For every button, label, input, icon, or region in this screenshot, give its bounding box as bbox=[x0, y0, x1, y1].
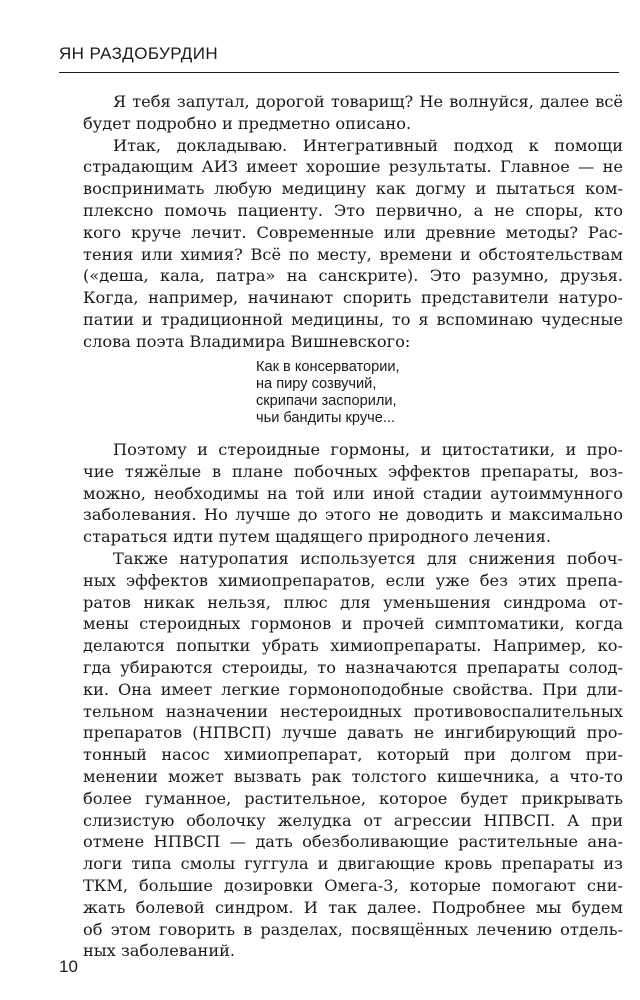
text-line: Я тебя запутал, дорогой товарищ? Не волнуйся, далее всё bbox=[113, 92, 623, 111]
poem-line: скрипачи заспорили, bbox=[256, 393, 397, 409]
text-line: Также натуропатия используется для снижения побоч- bbox=[113, 548, 623, 568]
page-number: 10 bbox=[59, 957, 78, 976]
text-line: более гуманное, растительное, которое будет прикрывать bbox=[83, 788, 623, 808]
text-line: тонный насос химиопрепарат, который при долгом при- bbox=[83, 745, 623, 765]
text-line: об этом говорить в разделах, посвящённых лечению отдель- bbox=[83, 919, 623, 939]
text-line: отмене НПВСП — дать обезболивающие растительные ана- bbox=[83, 832, 623, 852]
body-text-bottom bbox=[83, 439, 623, 962]
text-line: можно, необходимы на той или иной стадии аутоиммунного bbox=[83, 483, 623, 503]
text-line: логи типа смолы гуггула и двигающие кровь препараты из bbox=[83, 854, 623, 874]
poem-line: на пиру созвучий, bbox=[256, 376, 377, 392]
text-line: ных заболеваний. bbox=[83, 941, 236, 961]
text-line: делаются попытки убрать химиопрепараты. Например, ко- bbox=[83, 636, 623, 656]
poem-line: чьи бандиты круче... bbox=[256, 410, 396, 426]
text-line: препаратов (НПВСП) лучше давать не ингибирующий про- bbox=[83, 723, 623, 743]
text-line: патии и традиционной медицины, то я вспоминаю чудесные bbox=[83, 309, 623, 329]
text-line: будет подробно и предметно описано. bbox=[83, 113, 412, 133]
poem-quote bbox=[256, 359, 400, 427]
text-line: Итак, докладываю. Интегративный подход к помощи bbox=[113, 135, 623, 155]
running-header: ЯН РАЗДОБУРДИН bbox=[59, 44, 219, 63]
text-line: Когда, например, начинают спорить представители натуро- bbox=[83, 288, 623, 308]
text-line: Поэтому и стероидные гормоны, и цитостатики, и про- bbox=[113, 440, 623, 459]
text-line: воспринимать любую медицину как догму и пытаться ком- bbox=[83, 179, 623, 199]
text-line: заболевания. Но лучше до этого не доводить и максимально bbox=[83, 505, 623, 525]
body-text-top bbox=[83, 91, 623, 353]
text-line: ТКМ, большие дозировки Омега-3, которые помогают сни- bbox=[83, 875, 623, 895]
text-line: («деша, кала, патра» на санскрите). Это разумно, друзья. bbox=[83, 266, 623, 286]
header-rule bbox=[59, 72, 619, 73]
text-line: ки. Она имеет легкие гормоноподобные свойства. При дли- bbox=[83, 679, 623, 699]
text-line: кого круче лечит. Современные или древние методы? Рас- bbox=[83, 222, 623, 242]
text-line: тения или химия? Всё по месту, времени и обстоятельствам bbox=[83, 244, 623, 264]
text-line: ратов никак нельзя, плюс для уменьшения синдрома от- bbox=[83, 592, 623, 612]
text-line: менении может вызвать рак толстого кишечника, а что-то bbox=[83, 766, 623, 786]
text-line: стараться идти путем щадящего природного лечения. bbox=[83, 527, 551, 547]
poem-line: Как в консерватории, bbox=[256, 359, 400, 375]
text-line: страдающим АИЗ имеет хорошие результаты. Главное — не bbox=[83, 157, 623, 177]
text-line: слизистую оболочку желудка от агрессии НПВСП. А при bbox=[83, 810, 623, 830]
text-line: плексно помочь пациенту. Это первично, а не споры, кто bbox=[83, 200, 623, 220]
text-line: чие тяжёлые в плане побочных эффектов препараты, воз- bbox=[83, 461, 623, 481]
text-line: мены стероидных гормонов и прочей симптоматики, когда bbox=[83, 614, 623, 634]
text-line: слова поэта Владимира Вишневского: bbox=[83, 331, 411, 351]
text-line: ных эффектов химиопрепаратов, если уже без этих препа- bbox=[83, 570, 623, 590]
text-line: тельном назначении нестероидных противовоспалительных bbox=[83, 701, 623, 721]
text-line: гда убираются стероиды, то назначаются препараты солод- bbox=[83, 657, 623, 677]
text-line: жать болевой синдром. И так далее. Подробнее мы будем bbox=[83, 897, 623, 917]
